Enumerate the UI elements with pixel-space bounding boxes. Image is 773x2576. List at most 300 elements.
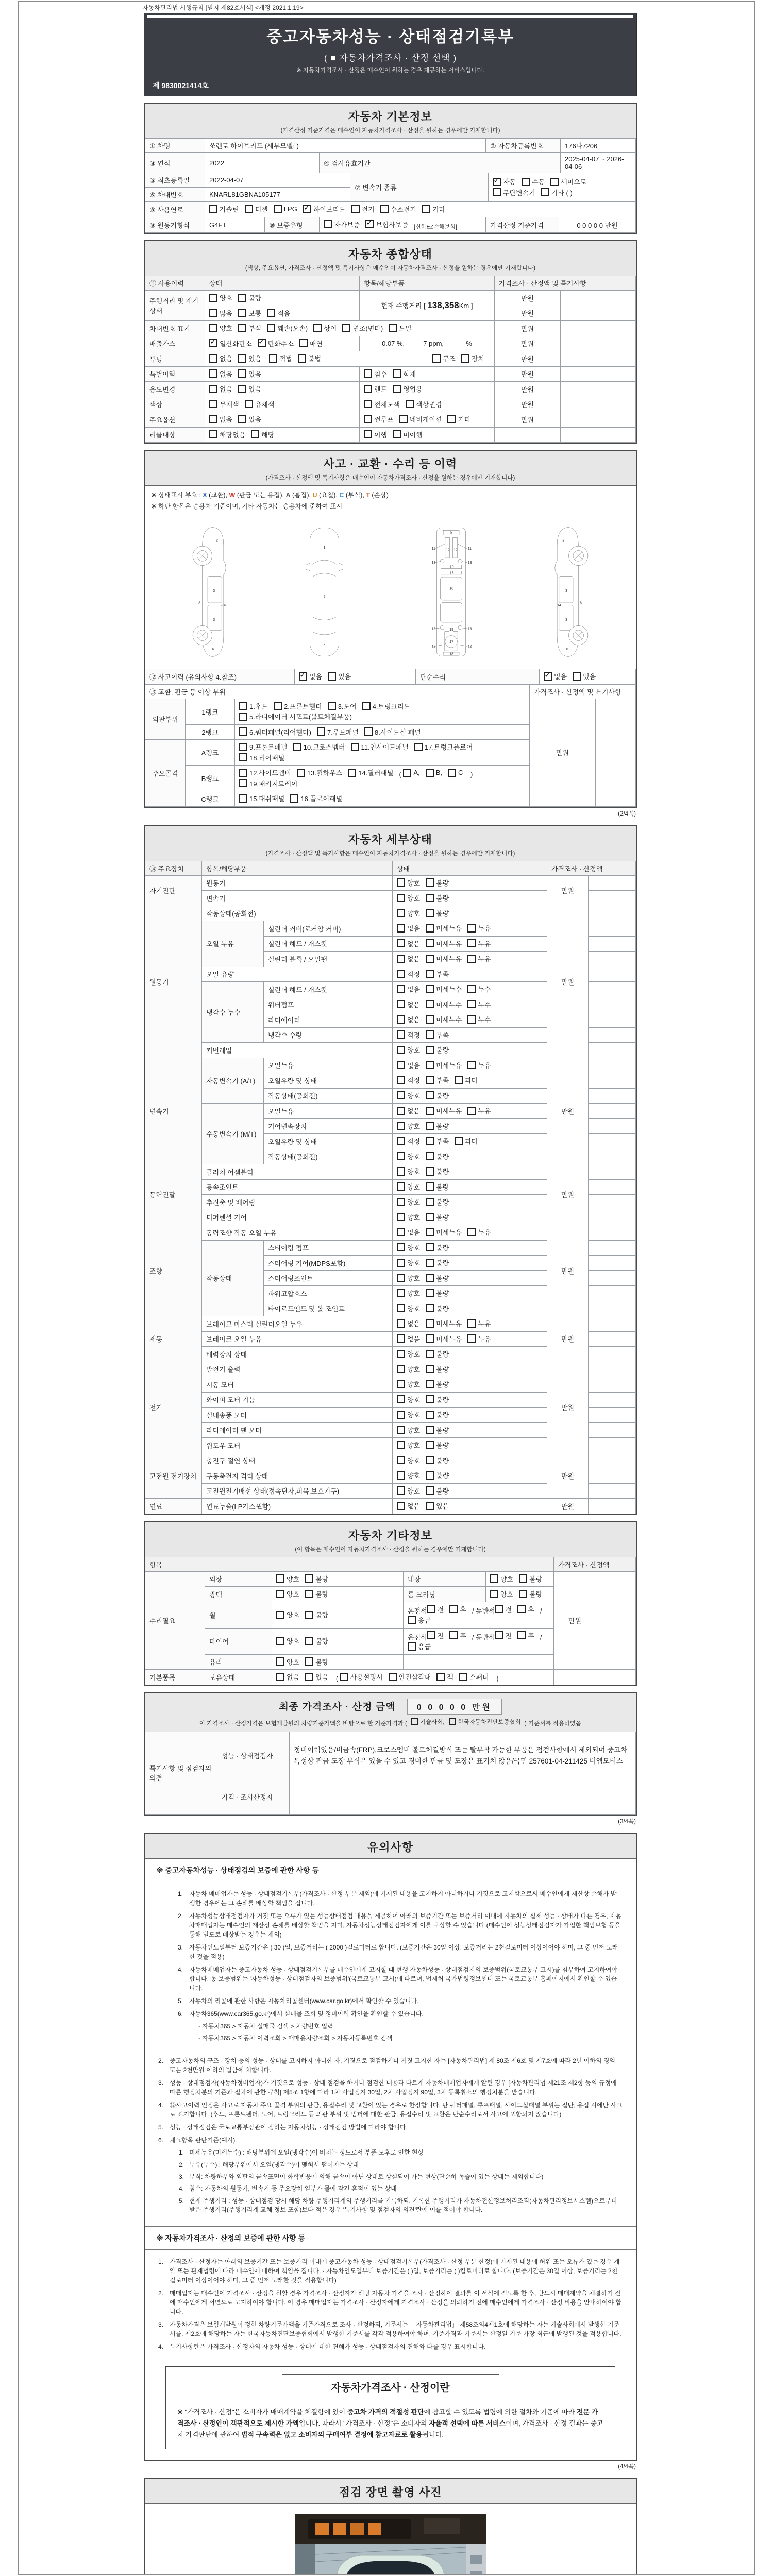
checkbox-구조 xyxy=(432,353,456,363)
hold-state-options xyxy=(272,1670,554,1685)
checkbox-label: 과다 xyxy=(465,1138,478,1145)
color-items xyxy=(360,397,495,412)
checkbox-탄화수소 xyxy=(258,338,294,348)
svg-text:3: 3 xyxy=(213,589,215,593)
checkbox-label: 자가보증 xyxy=(334,221,360,229)
section-accident-header xyxy=(145,451,636,486)
checkbox-label: 후 xyxy=(460,1605,466,1614)
checkbox-label: 후 xyxy=(528,1605,534,1614)
col-state: 상태 xyxy=(205,276,360,291)
detail-blank-cell xyxy=(589,967,636,982)
checkbox-label: 유채색 xyxy=(255,400,275,409)
checkbox-불량 xyxy=(426,893,449,903)
notice-subitem xyxy=(179,2184,623,2193)
checkbox-미세누유 xyxy=(426,1318,462,1328)
detail-blank-cell xyxy=(589,875,636,891)
checkbox-양호 xyxy=(397,1486,420,1496)
checkbox-box-icon xyxy=(397,1152,405,1160)
checkbox-label: 불량 xyxy=(248,294,262,302)
section-notices-header xyxy=(145,1834,636,1859)
checkbox-label: 부족 xyxy=(436,1077,449,1084)
detail-blank-cell xyxy=(589,1392,636,1408)
checkbox-label: 전 xyxy=(437,1605,444,1614)
svg-text:14: 14 xyxy=(557,604,561,608)
checkbox-label: 불량 xyxy=(436,1046,449,1054)
checkbox-label: 불량 xyxy=(315,1590,329,1598)
checkbox-양호 xyxy=(397,1045,420,1055)
checkbox-label: 불량 xyxy=(436,1396,449,1404)
checkbox-많음 xyxy=(209,308,232,318)
checkbox-가솔린 xyxy=(209,204,239,214)
detail-sub-label: 수동변속기 (M/T) xyxy=(202,1104,264,1164)
checkbox-label: 불량 xyxy=(436,1350,449,1358)
document-page xyxy=(18,1,755,2575)
status-code-desc: (교환), xyxy=(207,492,229,499)
price-cell: 만원 xyxy=(495,321,561,336)
detail-row xyxy=(145,1058,636,1073)
svg-text:7: 7 xyxy=(323,595,326,599)
fuel-label: ⑧ 사용연료 xyxy=(145,202,205,217)
detail-blank-cell xyxy=(589,1164,636,1180)
first-reg-label: ⑤ 최초등록일 xyxy=(145,173,205,188)
detail-item-label: 워터펌프 xyxy=(264,997,393,1012)
device-group-label: 원동기 xyxy=(145,906,202,1058)
detail-state-options xyxy=(393,936,547,952)
checkbox-15.대쉬패널 xyxy=(239,793,284,803)
detail-item-label: 타이로드엔드 및 볼 조인트 xyxy=(264,1301,393,1316)
blank-cell xyxy=(561,306,636,321)
checkbox-응급 xyxy=(408,1641,431,1651)
svg-text:12: 12 xyxy=(467,645,472,649)
opinion-table xyxy=(145,1732,636,1815)
svg-text:12: 12 xyxy=(446,548,450,552)
checkbox-장치 xyxy=(461,353,484,363)
status-code-desc: (판금 또는 용접), xyxy=(235,492,286,499)
checkbox-box-icon xyxy=(426,1107,434,1115)
checkbox-label: 미세누수 xyxy=(436,1001,462,1009)
checkbox-label: 많음 xyxy=(220,309,233,317)
notices-subheader-1: ※ 중고자동차성능 · 상태점검의 보증에 관한 사항 등 xyxy=(145,1859,636,1882)
checkbox-box-icon xyxy=(251,430,259,438)
checkbox-미세누유 xyxy=(426,1334,462,1344)
checkbox-양호 xyxy=(397,908,420,918)
svg-text:19: 19 xyxy=(449,628,453,632)
detail-blank-cell xyxy=(589,936,636,952)
checkbox-box-icon xyxy=(293,743,301,751)
checkbox-box-icon xyxy=(467,1000,476,1008)
checkbox-없음 xyxy=(397,954,420,963)
checkbox-box-icon xyxy=(397,1350,405,1358)
checkbox-label: 미세누유 xyxy=(436,1335,462,1343)
checkbox-기술사회, xyxy=(411,1718,445,1726)
checkbox-14.필러패널 xyxy=(348,768,393,777)
detail-sub-label: 자동변속기 (A/T) xyxy=(202,1058,264,1104)
checkbox-12.사이드멤버 xyxy=(239,768,291,777)
notice-number: 5. xyxy=(158,2124,164,2131)
detail-row xyxy=(145,875,636,891)
status-code-desc: (흠집), xyxy=(290,492,313,499)
detail-row xyxy=(145,1164,636,1180)
detail-price-cell: 만원 xyxy=(547,1164,589,1225)
detail-blank-cell xyxy=(589,891,636,906)
checkbox-box-icon xyxy=(328,672,336,681)
rankA-label: A랭크 xyxy=(186,740,235,766)
usage-items xyxy=(360,382,495,397)
detail-state-options xyxy=(393,1256,547,1271)
checkbox-label: 부족 xyxy=(436,970,449,978)
checkbox-양호 xyxy=(397,1303,420,1313)
detail-item-label: 연료누출(LP가스포함) xyxy=(202,1499,393,1514)
checkbox-label: 미세누수 xyxy=(436,986,462,993)
col-item-part: 항목/해당부품 xyxy=(360,276,495,291)
detail-item-label: 오일유량 및 상태 xyxy=(264,1134,393,1149)
checkbox-box-icon xyxy=(397,1213,405,1221)
valid-label: ④ 검사유효기간 xyxy=(320,153,561,173)
device-group-label: 연료 xyxy=(145,1499,202,1514)
detail-price-cell: 만원 xyxy=(547,1362,589,1453)
checkbox-label: 안전삼각대 xyxy=(398,1673,431,1681)
checkbox-label: 양호 xyxy=(287,1637,300,1646)
status-code-desc: (요철), xyxy=(317,492,340,499)
checkbox-label: 일산화탄소 xyxy=(220,340,252,348)
detail-price-cell: 만원 xyxy=(547,1225,589,1316)
checkbox-box-icon xyxy=(426,1046,434,1054)
checkbox-box-icon xyxy=(408,1616,416,1624)
text-segment: ( xyxy=(399,770,404,778)
final-price-bar xyxy=(145,1693,636,1732)
notice-text: 자동차365(www.car365.go.kr)에서 실매물 조회 및 정비이력 확인을 확인할 수 있습니다. xyxy=(189,2010,424,2018)
checkbox-적정 xyxy=(397,1136,420,1146)
checkbox-적정 xyxy=(397,1030,420,1040)
detail-item-label: 오일누유 xyxy=(264,1104,393,1119)
checkbox-label: 없음 xyxy=(407,1107,421,1115)
checkbox-미세누유 xyxy=(426,954,462,963)
col-detail-state: 상태 xyxy=(393,861,547,875)
checkbox-label: 양호 xyxy=(407,1168,421,1176)
checkbox-양호 xyxy=(397,1091,420,1100)
checkbox-box-icon xyxy=(426,1015,434,1024)
detail-state-options xyxy=(393,1453,547,1468)
checkbox-label: 양호 xyxy=(407,1198,421,1206)
checkbox-label: 도말 xyxy=(399,325,412,332)
special-history-row xyxy=(145,366,636,382)
checkbox-label: 잭 xyxy=(447,1673,453,1681)
checkbox-box-icon xyxy=(426,769,434,777)
checkbox-스패너 xyxy=(459,1672,489,1682)
checkbox-label: 누수 xyxy=(478,1001,491,1009)
text-segment: ) 기준서를 적용하였음 xyxy=(523,1720,582,1727)
checkbox-양호 xyxy=(397,878,420,888)
notice-text: 자동차매매업자는 중고자동차 성능 · 상태점검기록부를 매수인에게 고지할 때 현행 자동차성능 · 상태점검지의 보증범위(국토교통부 고시)를 첨부하여 고지하여야 합니다. 동 보증범위는 '자동차성능 · 상태점검자의 보증범위'(국토교통부 고시)에 따르며, 법제처 국가법령정보센터 또는 국토교통부 홈페이지에서 확인할 수 있습니다. xyxy=(189,1965,618,1992)
checkbox-2.프론트휀더 xyxy=(274,701,322,711)
checkbox-label: 17.트렁크플로어 xyxy=(424,743,473,751)
tire-label: 타이어 xyxy=(205,1628,272,1654)
tuning-label: 튜닝 xyxy=(145,351,205,367)
checkbox-label: 양호 xyxy=(220,325,233,332)
rank2-parts xyxy=(235,724,530,740)
checkbox-label: 16.플로어패널 xyxy=(300,795,343,803)
checkbox-label: 누유 xyxy=(478,1229,491,1236)
checkbox-양호 xyxy=(397,1440,420,1450)
checkbox-box-icon xyxy=(397,1182,405,1191)
final-price-value: 0 0 0 0 0 만원 xyxy=(407,1699,502,1715)
checkbox-box-icon xyxy=(267,324,275,332)
basic-item-row xyxy=(145,1670,636,1685)
checkbox-label: 사용설명서 xyxy=(350,1673,383,1681)
checkbox-box-icon xyxy=(389,324,397,332)
detail-state-options xyxy=(393,1301,547,1316)
checkbox-적정 xyxy=(397,1075,420,1085)
checkbox-label: 양호 xyxy=(407,1244,421,1252)
checkbox-양호 xyxy=(397,1288,420,1298)
checkbox-기타 ( ) xyxy=(541,188,573,197)
checkbox-양호 xyxy=(397,1379,420,1389)
opinion-label: 특기사항 및 점검자의 의견 xyxy=(145,1732,217,1814)
checkbox-label: 불량 xyxy=(436,1411,449,1419)
detail-blank-cell xyxy=(589,1316,636,1332)
checkbox-label: 불량 xyxy=(436,1274,449,1282)
checkbox-있음 xyxy=(305,1672,328,1682)
checkbox-양호 xyxy=(490,1574,513,1584)
basic-item-price xyxy=(554,1670,596,1685)
checkbox-box-icon xyxy=(351,743,359,751)
warranty-note: [신한EZ손해보험] xyxy=(414,224,457,230)
notice-item xyxy=(178,1943,623,1961)
svg-text:3: 3 xyxy=(565,618,567,622)
checkbox-label: 가솔린 xyxy=(220,206,239,213)
checkbox-있음 xyxy=(238,414,261,424)
checkbox-3.도어 xyxy=(328,701,357,711)
appraisal-box-text xyxy=(177,2406,603,2441)
detail-state-options xyxy=(393,1240,547,1256)
rank1-label: 1랭크 xyxy=(186,699,235,724)
section-detail-subtitle: (가격조사 · 산정액 및 특기사항은 매수인이 자동차가격조사 · 산정을 원하는 경우에만 기재합니다) xyxy=(265,850,515,857)
section-photos-header xyxy=(145,2479,636,2504)
checkbox-label: 전기 xyxy=(361,206,375,213)
checkbox-보통 xyxy=(238,308,261,318)
checkbox-누유 xyxy=(467,923,491,933)
car-diagram-right-side xyxy=(533,524,605,659)
checkbox-box-icon xyxy=(238,294,246,302)
checkbox-label: 없음 xyxy=(309,673,323,681)
detail-blank-cell xyxy=(589,1088,636,1104)
checkbox-box-icon xyxy=(276,1611,284,1619)
notice-subitem: - 자동차365 > 자동차 이력조회 > 매매용차량조회 > 자동차등록번호 검색 xyxy=(198,2034,393,2042)
checkbox-부족 xyxy=(426,1030,449,1040)
checkbox-label: 장치 xyxy=(471,355,484,363)
text-segment: ( xyxy=(334,1674,340,1683)
svg-text:13: 13 xyxy=(467,561,472,565)
exterior-options xyxy=(272,1571,404,1587)
checkbox-box-icon xyxy=(550,178,559,186)
checkbox-box-icon xyxy=(397,1471,405,1480)
checkbox-label: 디젤 xyxy=(255,206,268,213)
basic-info-table2 xyxy=(145,152,636,173)
col-main-device: ⑭ 주요장치 xyxy=(145,861,202,875)
checkbox-양호 xyxy=(397,1349,420,1359)
checkbox-box-icon xyxy=(411,1718,418,1725)
checkbox-label: 15.대쉬패널 xyxy=(249,795,285,803)
checkbox-해당없음 xyxy=(209,430,245,439)
checkbox-있음 xyxy=(238,384,261,394)
svg-text:3: 3 xyxy=(565,589,567,593)
notice-text: 자동차인도일부터 보증기간은 ( 30 )일, 보증거리는 ( 2000 )킬로미터로 합니다. (보증기간은 30일 이상, 보증거리는 2천킬로미터 이상이어야 하며, 그 중 먼저 도래한 것을 적용) xyxy=(189,1943,618,1960)
checkbox-box-icon xyxy=(397,1334,405,1343)
checkbox-불량 xyxy=(426,1410,449,1419)
section-overall-condition xyxy=(144,240,637,444)
misc-col-price: 가격조사 · 산정액 xyxy=(554,1557,636,1571)
checkbox-훼손(오손) xyxy=(267,323,308,333)
detail-state-options xyxy=(393,1422,547,1438)
checkbox-누유 xyxy=(467,939,491,948)
checkbox-box-icon xyxy=(426,878,434,887)
notice-sub-text: 침수: 자동차의 원동기, 변속기 등 주요장치 일부가 물에 잠긴 흔적이 있는 상태 xyxy=(189,2185,397,2193)
detail-row xyxy=(145,1225,636,1241)
checkbox-label: 양호 xyxy=(407,1381,421,1388)
col-detail-item: 항목/해당부품 xyxy=(202,861,393,875)
checkbox-box-icon xyxy=(426,1365,434,1373)
notice-number: 6. xyxy=(158,2137,164,2144)
checkbox-label: 양호 xyxy=(407,1259,421,1267)
checkbox-box-icon xyxy=(305,1637,313,1645)
checkbox-label: 네비게이션 xyxy=(409,416,442,423)
checkbox-box-icon xyxy=(426,1182,434,1191)
checkbox-세미오토 xyxy=(550,177,586,187)
svg-text:6: 6 xyxy=(212,648,214,652)
transmission-options xyxy=(489,173,636,202)
price-cell: 만원 xyxy=(495,306,561,321)
checkbox-label: 무채색 xyxy=(220,400,239,409)
checkbox-label: 적정 xyxy=(407,970,421,978)
checkbox-label: 양호 xyxy=(407,1290,421,1297)
detail-state-options xyxy=(393,891,547,906)
checkbox-label: 스패너 xyxy=(469,1673,489,1681)
section-accident-title: 사고 · 교환 · 수리 등 이력 xyxy=(323,457,458,470)
fuel-options xyxy=(205,202,636,217)
checkbox-box-icon xyxy=(239,779,247,787)
checkbox-box-icon xyxy=(317,727,325,736)
checkbox-box-icon xyxy=(397,1365,405,1373)
checkbox-label: 불량 xyxy=(436,1213,449,1222)
checkbox-있음 xyxy=(238,353,261,363)
detail-item-label: 등속조인트 xyxy=(202,1179,393,1195)
checkbox-label: 양호 xyxy=(407,1183,421,1191)
checkbox-해당 xyxy=(251,430,274,439)
checkbox-box-icon xyxy=(209,354,217,363)
section-misc-info xyxy=(144,1521,637,1686)
checkbox-label: 색상변경 xyxy=(416,400,442,409)
checkbox-label: 화재 xyxy=(403,370,416,378)
checkbox-label: 불량 xyxy=(436,1456,449,1465)
svg-text:13: 13 xyxy=(431,627,436,631)
detail-item-label: 원동기 xyxy=(202,875,393,891)
checkbox-label: 전 xyxy=(505,1605,512,1614)
checkbox-box-icon xyxy=(426,1471,434,1480)
detail-sub-label: 작동상태 xyxy=(202,1240,264,1316)
notice-item xyxy=(158,2289,623,2316)
notice-sub-text: 미세누유(미세누수) : 해당부위에 오일(냉각수)이 비치는 정도로서 부품 노후로 인한 현상 xyxy=(189,2149,424,2157)
text-segment: 입니다. 따라서 "가격조사 · 산정"은 소비자의 xyxy=(298,2419,429,2427)
checkbox-box-icon xyxy=(238,309,246,317)
rankC-label: C랭크 xyxy=(186,791,235,807)
checkbox-적법 xyxy=(269,353,292,363)
detail-item-label: 윈도우 모터 xyxy=(202,1438,393,1453)
checkbox-box-icon xyxy=(397,1122,405,1130)
checkbox-box-icon xyxy=(426,1228,434,1236)
basic-item-blank xyxy=(596,1670,636,1685)
checkbox-box-icon xyxy=(399,415,408,423)
checkbox-box-icon xyxy=(397,1000,405,1008)
checkbox-누유 xyxy=(467,1106,491,1115)
checkbox-후 xyxy=(449,1604,466,1614)
checkbox-사용설명서 xyxy=(340,1672,383,1682)
checkbox-box-icon xyxy=(436,1673,445,1681)
checkbox-box-icon xyxy=(467,1319,476,1328)
checkbox-box-icon xyxy=(426,1274,434,1282)
checkbox-label: 양호 xyxy=(407,1472,421,1480)
checkbox-box-icon xyxy=(397,1076,405,1084)
usage-options xyxy=(205,382,360,397)
checkbox-있음 xyxy=(426,1501,449,1511)
mileage-label: 주행거리 및 계기상태 xyxy=(145,291,205,321)
checkbox-누유 xyxy=(467,1060,491,1070)
checkbox-box-icon xyxy=(276,1574,284,1583)
checkbox-후 xyxy=(449,1631,466,1640)
checkbox-box-icon xyxy=(305,1657,313,1666)
checkbox-box-icon xyxy=(364,415,372,423)
device-group-label: 자기진단 xyxy=(145,875,202,906)
blank-cell xyxy=(561,366,636,382)
svg-text:10: 10 xyxy=(449,565,454,569)
notice-sub-number: 4. xyxy=(179,2185,184,2193)
checkbox-label: 없음 xyxy=(407,925,421,933)
special-items xyxy=(360,366,495,382)
checkbox-불량 xyxy=(305,1657,328,1667)
notices-subheader-2: ※ 자동차가격조사 · 산정의 보증에 관한 사항 등 xyxy=(145,2226,636,2250)
checkbox-box-icon xyxy=(238,369,246,378)
wheel-options xyxy=(272,1602,404,1628)
checkbox-label: 8.사이드실 패널 xyxy=(375,728,421,736)
accident-flag-table xyxy=(145,669,636,685)
checkbox-label: 기술사회, xyxy=(419,1719,445,1725)
checkbox-불량 xyxy=(426,1364,449,1374)
detail-blank-cell xyxy=(589,1149,636,1164)
detail-blank-cell xyxy=(589,906,636,921)
notice-number: 2. xyxy=(158,2289,164,2297)
checkbox-label: 양호 xyxy=(500,1575,514,1583)
checkbox-안전삼각대 xyxy=(389,1672,431,1682)
checkbox-누유 xyxy=(467,1334,491,1344)
svg-text:11: 11 xyxy=(431,547,435,551)
section-overall-title: 자동차 종합상태 xyxy=(348,248,432,261)
checkbox-양호 xyxy=(397,1258,420,1267)
page-marker-4: (4/4쪽) xyxy=(618,2463,636,2470)
year-value: 2022 xyxy=(205,153,320,173)
checkbox-box-icon xyxy=(209,294,217,302)
exterior-row xyxy=(145,1571,636,1587)
checkbox-label: 양호 xyxy=(407,1456,421,1465)
checkbox-box-icon xyxy=(426,1243,434,1251)
text-segment: 법적 구속력은 없고 소비자의 구매여부 결정에 참고자료로 활용 xyxy=(241,2430,423,2438)
checkbox-label: 영업용 xyxy=(403,385,423,393)
checkbox-label: 13.휠하우스 xyxy=(307,769,343,777)
interior-options xyxy=(486,1571,554,1587)
checkbox-무단변속기 xyxy=(493,188,535,197)
checkbox-매연 xyxy=(299,338,323,348)
checkbox-양호 xyxy=(397,1243,420,1252)
checkbox-label: 과다 xyxy=(465,1077,478,1084)
checkbox-label: 침수 xyxy=(374,370,388,378)
